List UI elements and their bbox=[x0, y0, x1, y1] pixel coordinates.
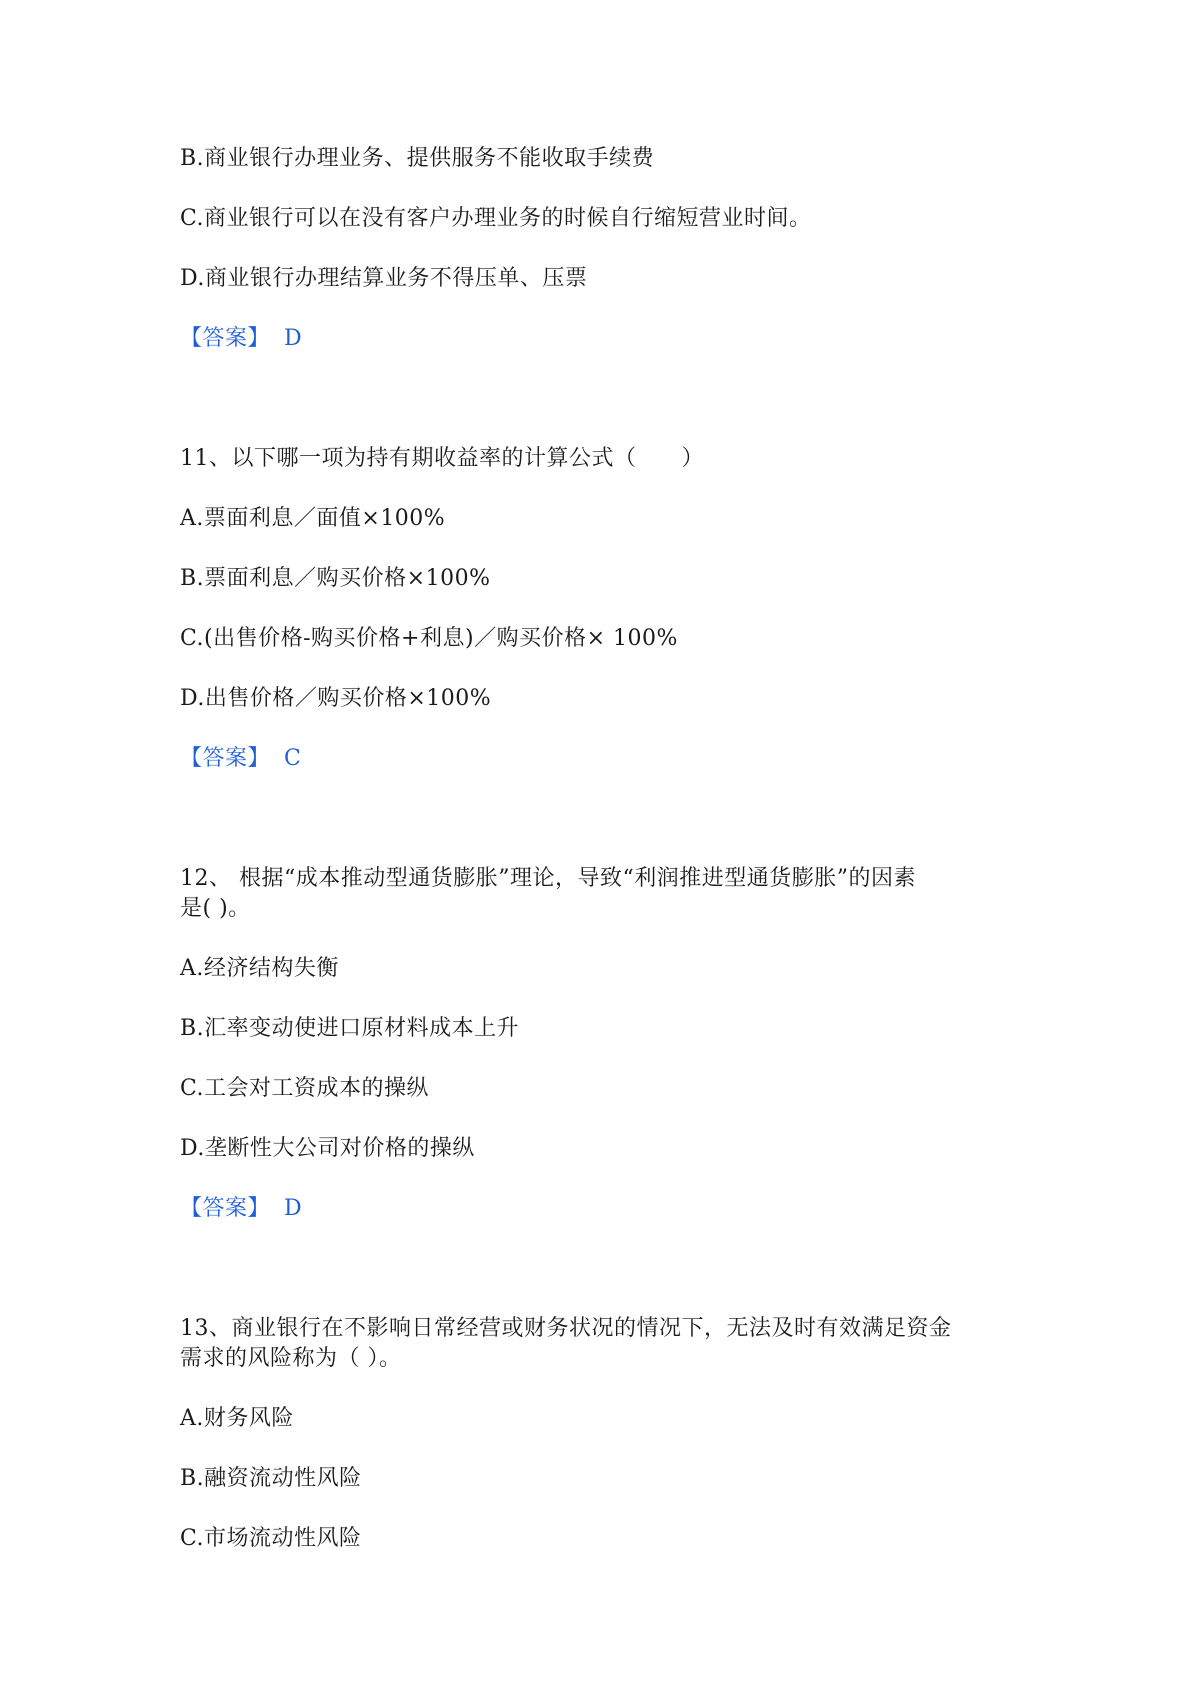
q11-option-d: D.出售价格／购买价格×100% bbox=[180, 686, 492, 711]
q12-option-c: C.工会对工资成本的操纵 bbox=[180, 1076, 430, 1101]
q13-option-a: A.财务风险 bbox=[180, 1406, 294, 1431]
q11-question: 11、以下哪一项为持有期收益率的计算公式（ ） bbox=[180, 446, 704, 471]
answer-label: 【答案】 bbox=[180, 1196, 271, 1221]
q13-question-line2: 需求的风险称为（ ）。 bbox=[180, 1346, 402, 1371]
answer-value: D bbox=[284, 326, 303, 351]
q12-question-line2: 是( )。 bbox=[180, 896, 251, 921]
q10-answer bbox=[180, 323, 302, 355]
q12-question-line1: 12、 根据“成本推动型通货膨胀”理论，导致“利润推进型通货膨胀”的因素 bbox=[180, 866, 916, 891]
answer-value: C bbox=[284, 746, 302, 771]
q10-option-d: D.商业银行办理结算业务不得压单、压票 bbox=[180, 266, 588, 291]
answer-value: D bbox=[284, 1196, 303, 1221]
q13-option-c: C.市场流动性风险 bbox=[180, 1526, 362, 1551]
q10-option-c: C.商业银行可以在没有客户办理业务的时候自行缩短营业时间。 bbox=[180, 206, 812, 231]
answer-label: 【答案】 bbox=[180, 326, 271, 351]
q12-option-a: A.经济结构失衡 bbox=[180, 956, 339, 981]
answer-label: 【答案】 bbox=[180, 746, 271, 771]
q12-option-b: B.汇率变动使进口原材料成本上升 bbox=[180, 1016, 520, 1041]
q11-option-b: B.票面利息／购买价格×100% bbox=[180, 566, 491, 591]
q10-option-b: B.商业银行办理业务、提供服务不能收取手续费 bbox=[180, 146, 655, 171]
q13-option-b: B.融资流动性风险 bbox=[180, 1466, 362, 1491]
q12-option-d: D.垄断性大公司对价格的操纵 bbox=[180, 1136, 475, 1161]
q11-answer bbox=[180, 743, 301, 775]
q13-question-line1: 13、商业银行在不影响日常经营或财务状况的情况下，无法及时有效满足资金 bbox=[180, 1316, 952, 1341]
q12-answer bbox=[180, 1193, 302, 1225]
q11-option-a: A.票面利息／面值×100% bbox=[180, 506, 446, 531]
q11-option-c: C.(出售价格-购买价格+利息)／购买价格× 100% bbox=[180, 626, 678, 651]
